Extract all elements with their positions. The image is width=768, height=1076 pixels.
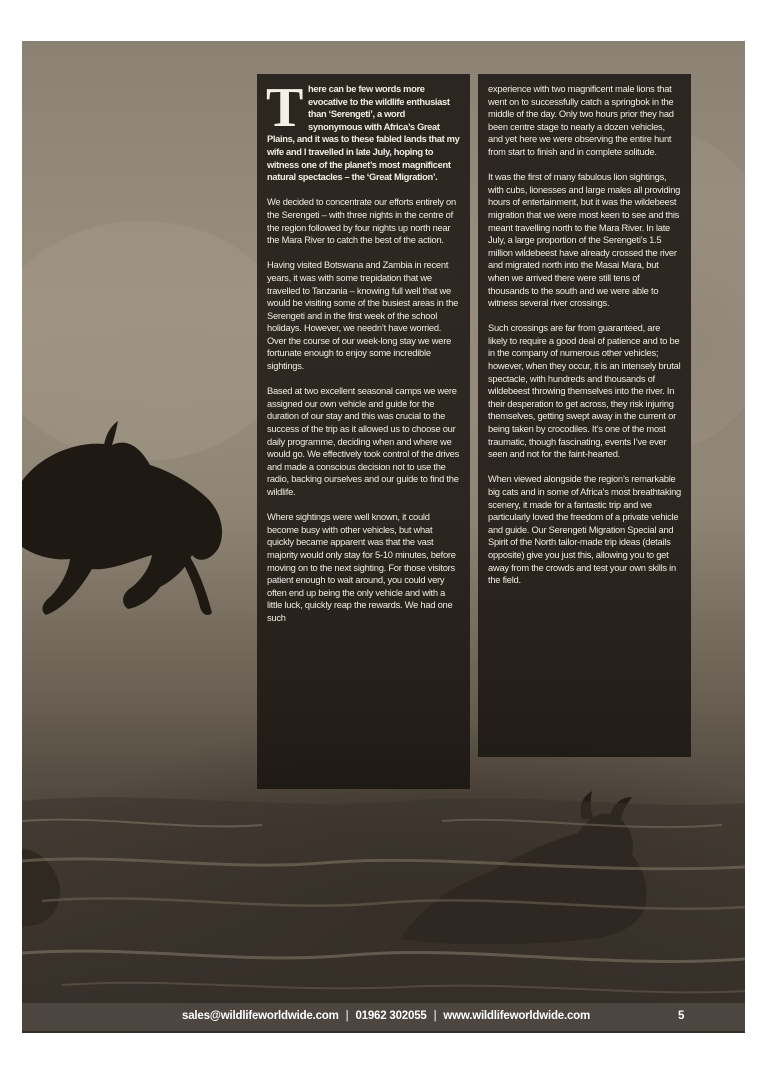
- body-paragraph: Where sightings were well known, it could become busy with other vehicles, but what quickly became apparent was that the vast majority would only stay for 5-10 minutes, before moving on to the next sighting. For those visitors patient enough to wait around, you could very often end up being the only vehicle and with a little luck, quickly reap the rewards. We had one such: [267, 512, 456, 623]
- footer-separator: |: [345, 1010, 349, 1022]
- body-paragraph: It was the first of many fabulous lion sightings, with cubs, lionesses and large males all providing hours of entertainment, but it was the wildebeest migration that we were most keen to see and this meant travelling north to the Mara River. In late July, a large proportion of the Serengeti’s 1.5 million wildebeest have already crossed the river and migrated north into the Masai Mara, but when we arrived there were still tens of thousands to the south and we were able to witness several river crossings.: [488, 172, 681, 309]
- body-paragraph: Having visited Botswana and Zambia in recent years, it was with some trepidation that we travelled to Tanzania – knowing full well that we would be visiting some of the busiest areas in the Serengeti and in the first week of the school holidays. However, we needn’t have worried. Over the course of our week-long stay we were fortunate enough to enjoy some incredible sightings.: [267, 260, 459, 372]
- body-paragraph: When viewed alongside the region’s remarkable big cats and in some of Africa’s most breathtaking scenery, it made for a fantastic trip and we particularly loved the freedom of a private vehicle and guide. Our Serengeti Migration Special and Spirit of the North tailor-made trip ideas (details opposite) give you just this, allowing you to get away from the crowds and test your own skills in the field.: [488, 474, 681, 586]
- intro-text: here can be few words more evocative to the wildlife enthusiast than ‘Serengeti’, a word synonymous with Africa’s Great Plains, and it was to these fabled lands that my wife and I travelled in late July, hoping to witness one of the planet’s most magnificent natural spectacles – the ‘Great Migration’.: [267, 84, 460, 183]
- page-number: 5: [678, 1010, 685, 1022]
- footer-email[interactable]: sales@wildlifeworldwide.com: [182, 1010, 339, 1022]
- body-paragraph: Such crossings are far from guaranteed, are likely to require a good deal of patience and to be in the company of numerous other vehicles; however, when they occur, it is an intensely brutal spectacle, with hundreds and thousands of wildebeest throwing themselves into the river. In their desperation to get across, they risk injuring themselves, getting swept away in the current or being taken by crocodiles. It’s one of the most traumatic, though fascinating, events I’ve ever seen and not for the faint-hearted.: [488, 323, 681, 460]
- footer-separator: |: [433, 1010, 437, 1022]
- article-column-left: [257, 74, 470, 789]
- body-paragraph: We decided to concentrate our efforts entirely on the Serengeti – with three nights in the centre of the region followed by four nights up north near the Mara River to catch the best of the action.: [267, 197, 456, 246]
- footer-contact: [182, 1010, 590, 1022]
- body-paragraph: experience with two magnificent male lions that went on to successfully catch a springbok in the middle of the day. Only two hours prior they had been centre stage to nearly a dozen vehicles, and yet here we were observing the entire hunt from start to finish and in complete solitude.: [488, 84, 674, 157]
- article-column-right: [478, 74, 691, 757]
- body-paragraph: Based at two excellent seasonal camps we were assigned our own vehicle and guide for the duration of our stay and this was crucial to the success of the trip as it allowed us to choose our daily programme, deciding when and where we would go. We effectively took control of the drives and made a conscious decision not to use the radio, backing ourselves and our guide to find the wildlife.: [267, 386, 460, 497]
- footer-bar: [22, 1003, 745, 1031]
- drop-cap: T: [266, 77, 304, 139]
- intro-paragraph: [266, 77, 460, 184]
- footer-phone: 01962 302055: [355, 1010, 427, 1022]
- magazine-page: [22, 41, 745, 1033]
- footer-website[interactable]: www.wildlifeworldwide.com: [443, 1010, 591, 1022]
